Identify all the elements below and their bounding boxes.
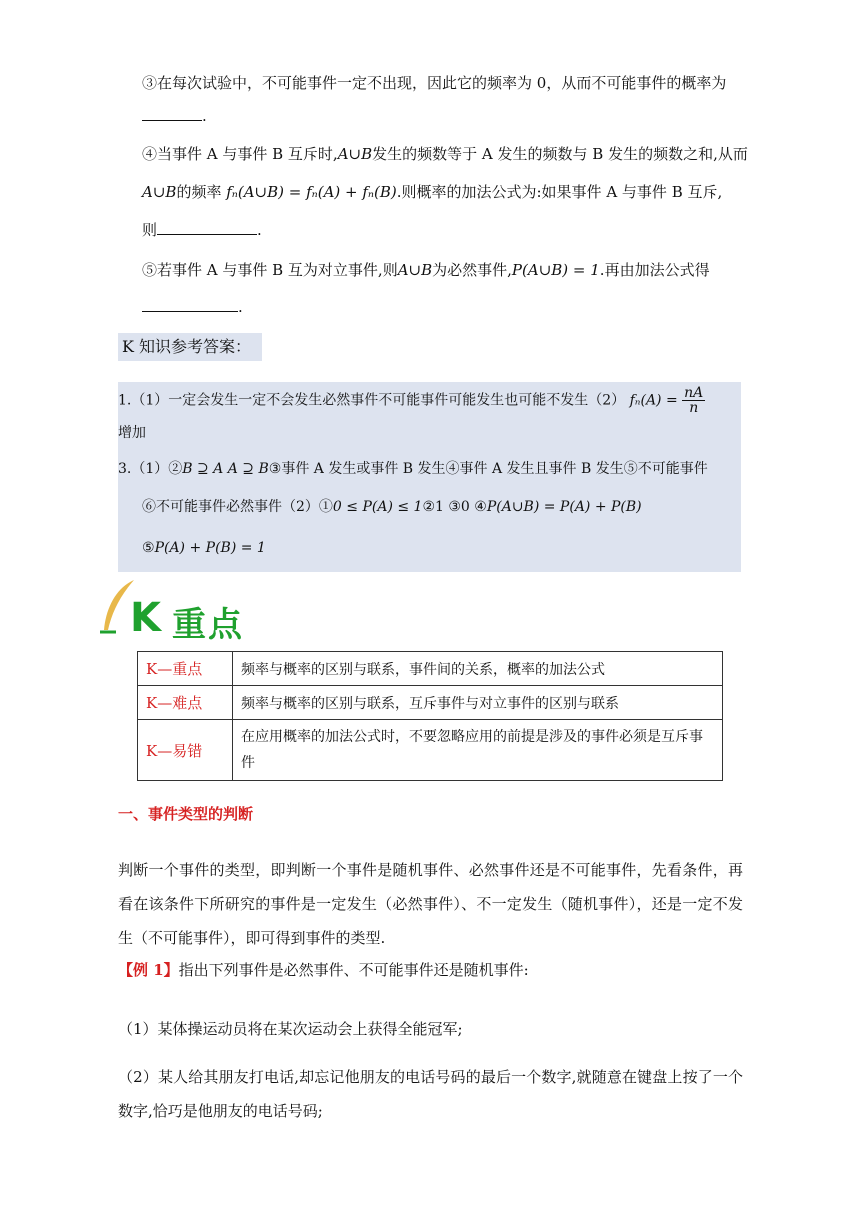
item-4-text-b: 发生的频数等于 A 发生的频数与 B 发生的频数之和,从而: [372, 145, 748, 163]
answer-1-cont: 增加: [118, 425, 146, 441]
fraction: [682, 386, 705, 415]
answer-3-math-3: P(A∪B) = P(A) + P(B): [486, 499, 642, 515]
item-3-end: .: [202, 107, 207, 125]
item-5-line-1: [142, 259, 710, 280]
table-row: [138, 652, 723, 686]
answer-line-1: [118, 386, 705, 415]
item-5-text-a: ⑤若事件 A 与事件 B 互为对立事件,则: [142, 261, 398, 279]
table-row: [138, 720, 723, 781]
answer-line-3b: [142, 496, 642, 516]
answer-1-text: 1.（1）一定会发生一定不会发生必然事件不可能事件可能发生也可能不发生（2）: [118, 392, 626, 409]
item-4-text-a: ④当事件 A 与事件 B 互斥时,: [142, 145, 338, 163]
answer-3-text-d: ②1 ③0 ④: [422, 499, 487, 515]
answer-blank: [142, 297, 238, 312]
union-expression: A∪B: [397, 261, 433, 279]
item-5-text-c: .再由加法公式得: [599, 261, 710, 279]
question-1: （1）某体操运动员将在某次运动会上获得全能冠军;: [118, 1020, 463, 1038]
row-text: 频率与概率的区别与联系，事件间的关系，概率的加法公式: [233, 652, 723, 686]
frequency-formula: fₙ(A∪B) = fₙ(A) + fₙ(B): [226, 183, 397, 201]
item-4-line-1: [142, 143, 748, 164]
answer-3-math-1: B ⊇ A A ⊇ B: [182, 461, 269, 477]
row-text: 在应用概率的加法公式时，不要忽略应用的前提是涉及的事件必须是互斥事件: [233, 720, 723, 781]
question-2: （2）某人给其朋友打电话,却忘记他朋友的电话号码的最后一个数字,就随意在键盘上按了一个数字,恰巧是他朋友的电话号码;: [118, 1068, 743, 1120]
section-title: 一、事件类型的判断: [118, 805, 254, 823]
certain-event-formula: P(A∪B) = 1: [511, 261, 600, 279]
answer-3-text-a: 3.（1）②: [118, 461, 183, 477]
fraction-denominator: n: [689, 400, 699, 416]
answer-line-1-cont: [118, 422, 146, 442]
item-3-text: ③在每次试验中，不可能事件一定不出现，因此它的频率为 0，从而不可能事件的概率为: [142, 74, 727, 92]
example-1: [118, 953, 743, 987]
logo-k-letter: K: [130, 595, 161, 641]
answer-1-formula: fₙ(A) =: [629, 392, 678, 409]
answer-3-math-4: P(A) + P(B) = 1: [154, 540, 266, 556]
item-5-text-b: 为必然事件,: [432, 261, 512, 279]
answer-line-3c: [142, 540, 266, 556]
item-3-blank-line: [142, 106, 207, 125]
item-4-line-2: [142, 181, 722, 202]
answer-line-3: [118, 458, 708, 478]
row-label: K—易错: [138, 720, 233, 781]
answers-header: K 知识参考答案：: [118, 333, 262, 361]
table-row: [138, 686, 723, 720]
row-label: K—重点: [138, 652, 233, 686]
answer-3-math-2: 0 ≤ P(A) ≤ 1: [332, 499, 423, 515]
item-4-text-d: .则概率的加法公式为:如果事件 A 与事件 B 互斥,: [396, 183, 723, 201]
item-5-end: .: [238, 298, 243, 316]
answer-3-text-c: ⑥不可能事件必然事件（2）①: [142, 499, 333, 515]
item-4-text-e: 则: [142, 221, 158, 239]
item-4-line-3: [142, 219, 262, 240]
answer-3-text-e: ⑤: [142, 540, 155, 556]
key-points-table: [137, 651, 723, 781]
union-expression: A∪B: [337, 145, 373, 163]
answer-blank: [142, 106, 202, 121]
example-tag: 【例 1】: [118, 961, 179, 979]
item-5-line-2: [142, 297, 243, 316]
row-label: K—难点: [138, 686, 233, 720]
union-expression: A∪B: [142, 183, 177, 201]
row-text: 频率与概率的区别与联系，互斥事件与对立事件的区别与联系: [233, 686, 723, 720]
answer-blank: [157, 220, 257, 235]
section-intro: 判断一个事件的类型，即判断一个事件是随机事件、必然事件还是不可能事件，先看条件，再看在该条件下所研究的事件是一定发生（必然事件）、不一定发生（随机事件），还是一定不发生（不可能事件），即可得到事件的类型.: [118, 861, 743, 947]
item-3-line: [142, 72, 726, 93]
item-4-text-c: 的频率: [176, 183, 222, 201]
answer-3-text-b: ③事件 A 发生或事件 B 发生④事件 A 发生且事件 B 发生⑤不可能事件: [268, 461, 708, 477]
fraction-numerator: nA: [684, 385, 704, 401]
item-4-end: .: [257, 221, 262, 239]
example-text: 指出下列事件是必然事件、不可能事件还是随机事件:: [178, 961, 529, 979]
logo-title: 重点: [172, 605, 244, 645]
